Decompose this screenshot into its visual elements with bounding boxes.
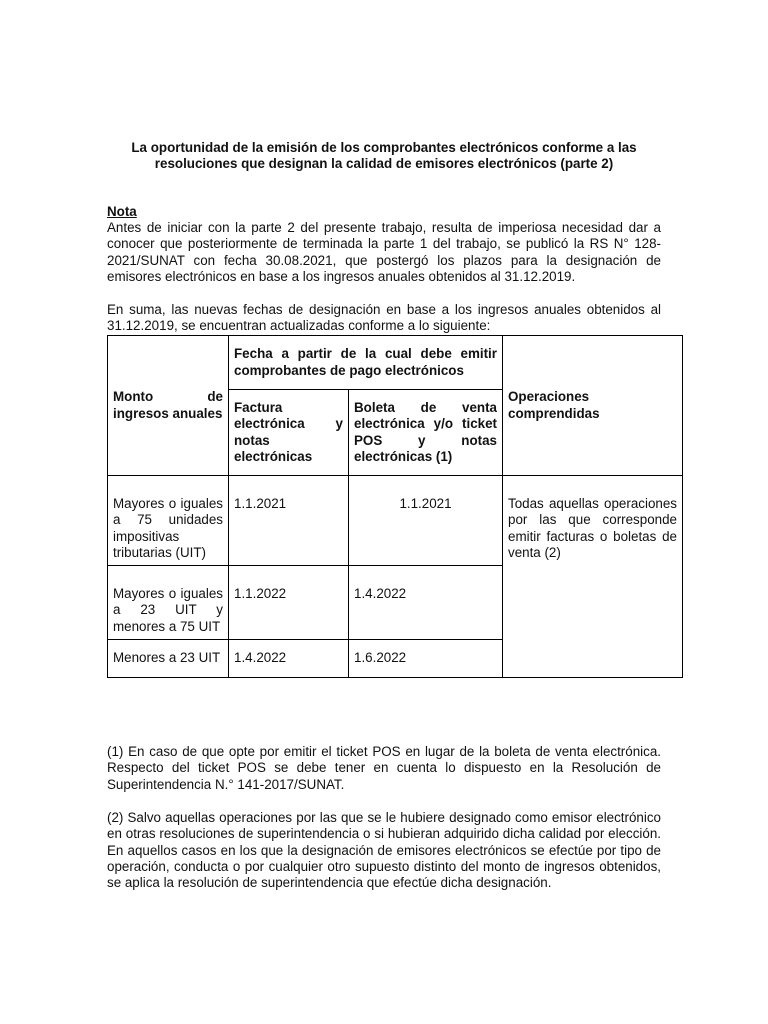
footnote-1: (1) En caso de que opte por emitir el ticket POS en lugar de la boleta de venta electrónica. Respecto del ticket POS se debe tener en cuenta lo dispuesto en la Resolución de Superintendencia N.° 141-2017/SUNAT. — [107, 744, 661, 792]
table-row — [108, 476, 683, 566]
row-amount: Menores a 23 UIT — [108, 640, 229, 678]
document-title: La oportunidad de la emisión de los comprobantes electrónicos conforme a las resoluciones que designan la calidad de emisores electrónicos (parte 2) — [131, 140, 637, 171]
row-factura-date: 1.1.2021 — [229, 476, 349, 566]
row-boleta-date: 1.4.2022 — [349, 566, 503, 640]
table-header-row — [108, 336, 683, 390]
header-amount: Monto de ingresos anuales — [108, 336, 229, 476]
row-factura-date: 1.1.2022 — [229, 566, 349, 640]
header-boleta: Boleta de venta electrónica y/o ticket POS y notas electrónicas (1) — [349, 390, 503, 476]
row-amount: Mayores o iguales a 75 unidades impositivas tributarias (UIT) — [108, 476, 229, 566]
footnote-2: (2) Salvo aquellas operaciones por las que se le hubiere designado como emisor electrónico en otras resoluciones de superintendencia o si hubieran adquirido dicha calidad por elección. En aquellos casos en los que la designación de emisores electrónicos se efectúe por tipo de operación, conducta o por cualquier otro supuesto distinto del monto de ingresos obtenidos, se aplica la resolución de superintendencia que efectúe dicha designación. — [107, 810, 661, 891]
intro-paragraph: Antes de iniciar con la parte 2 del presente trabajo, resulta de imperiosa necesidad dar a conocer que posteriormente de terminada la parte 1 del trabajo, se publicó la RS N° 128-2021/SUNAT con fecha 30.08.2021, que postergó los plazos para la designación de emisores electrónicos en base a los ingresos anuales obtenidos al 31.12.2019. — [107, 220, 661, 284]
operations-cell: Todas aquellas operaciones por las que corresponde emitir facturas o boletas de venta (2) — [503, 476, 683, 678]
row-boleta-date: 1.1.2021 — [349, 476, 503, 566]
row-factura-date: 1.4.2022 — [229, 640, 349, 678]
designation-dates-table — [107, 335, 683, 678]
header-date-group: Fecha a partir de la cual debe emitir comprobantes de pago electrónicos — [229, 336, 503, 390]
summary-paragraph: En suma, las nuevas fechas de designación en base a los ingresos anuales obtenidos al 31.12.2019, se encuentran actualizadas conforme a lo siguiente: — [107, 302, 661, 334]
row-amount: Mayores o iguales a 23 UIT y menores a 75 UIT — [108, 566, 229, 640]
header-operations: Operaciones comprendidas — [503, 336, 683, 476]
row-boleta-date: 1.6.2022 — [349, 640, 503, 678]
header-factura: Factura electrónica y notas electrónicas — [229, 390, 349, 476]
note-heading: Nota — [107, 204, 137, 219]
